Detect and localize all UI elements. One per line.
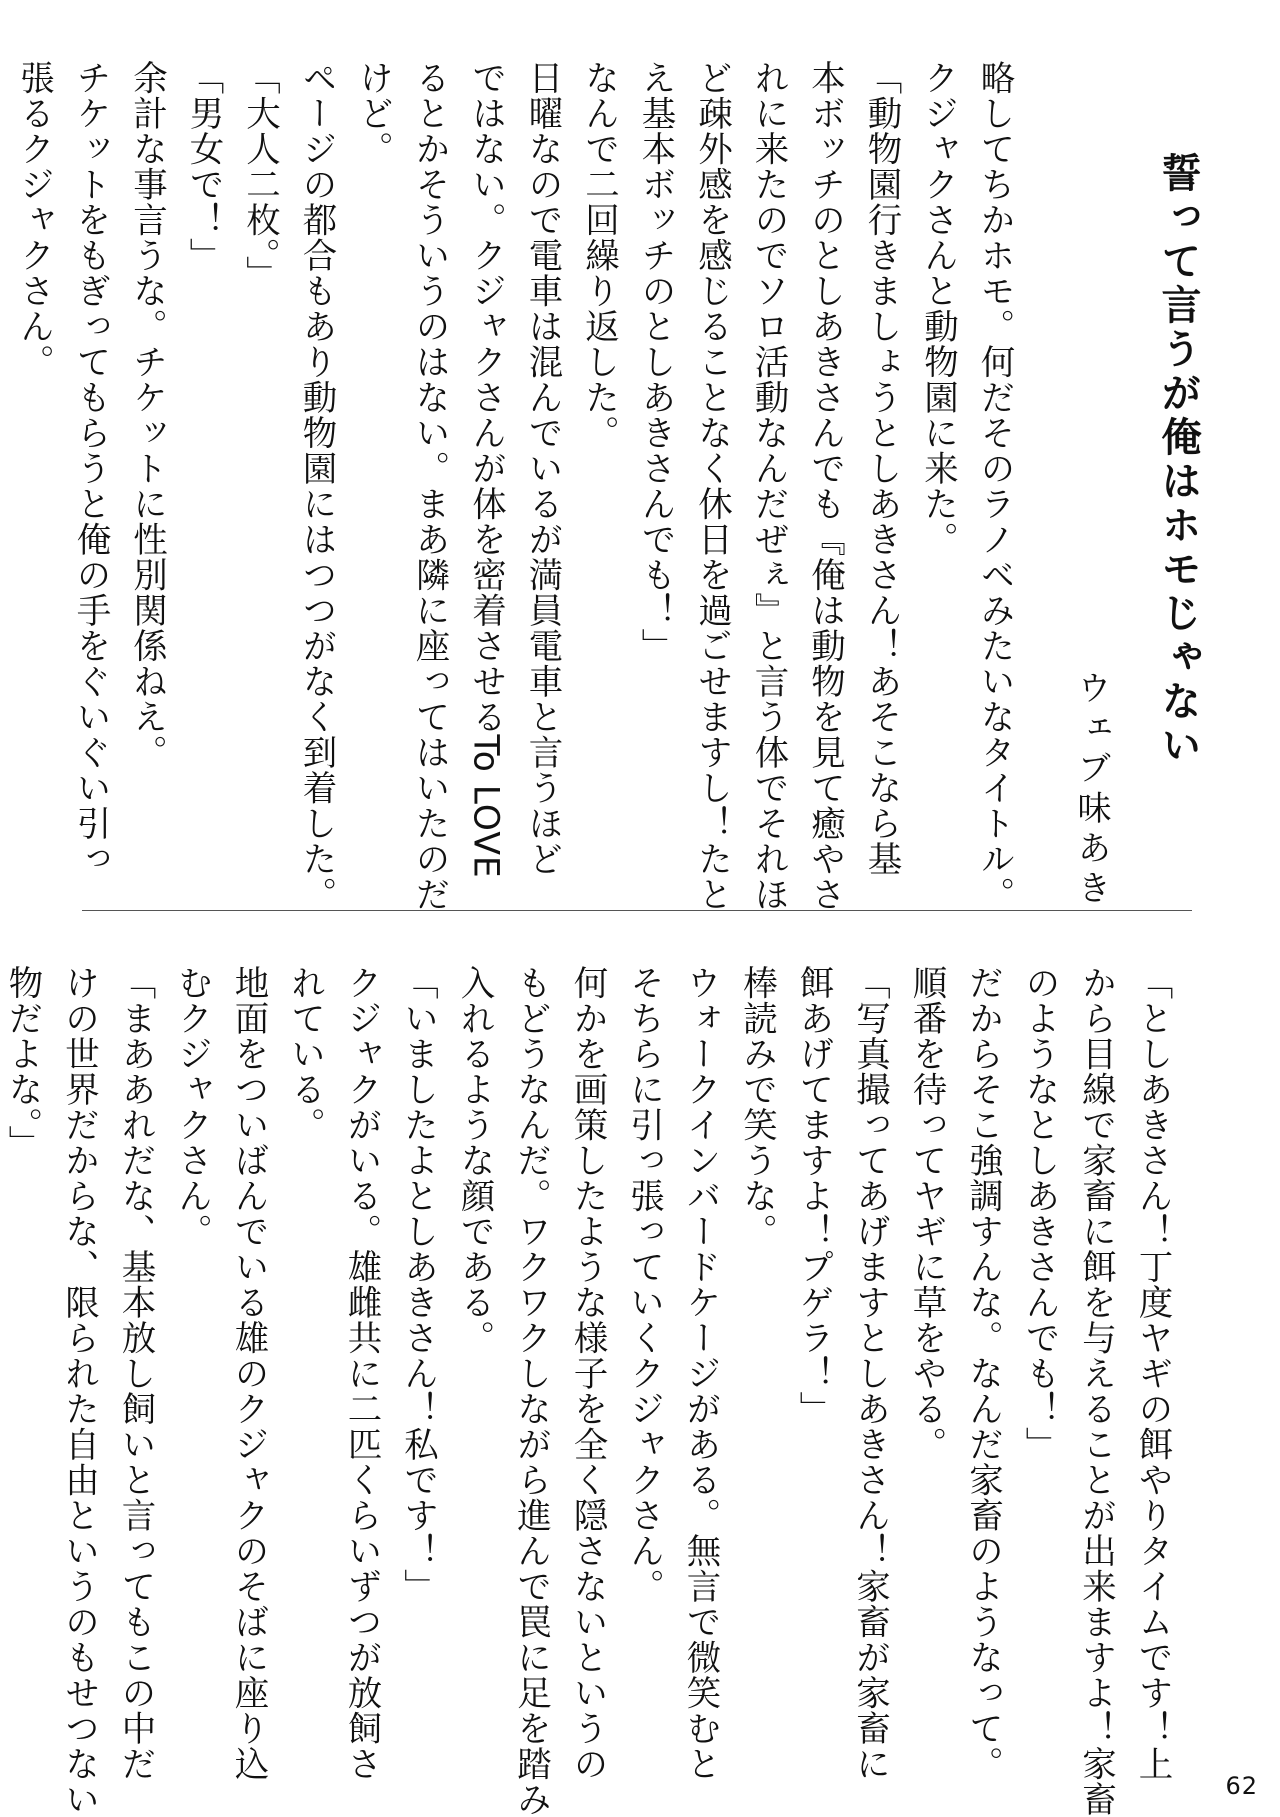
top-text-block bbox=[5, 60, 1022, 912]
text-line: ど疎外感を感じることなく休日を過ごせますし！たと bbox=[691, 60, 732, 912]
text-line: 「動物園行きましょうとしあきさん！あそこなら基 bbox=[861, 60, 901, 877]
text-line: そちらに引っ張っていくクジャクさん。 bbox=[623, 965, 664, 1604]
text-line: 入れるような顔である。 bbox=[454, 965, 494, 1356]
text-line: 順番を待ってヤギに草をやる。 bbox=[906, 965, 946, 1462]
text-line: から目線で家畜に餌を与えることが出来ますよ！家畜 bbox=[1075, 965, 1116, 1817]
story-author: ウェブ味あき bbox=[1071, 670, 1111, 910]
text-line: 「大人二枚。」 bbox=[239, 60, 280, 292]
text-line: 余計な事言うな。チケットに性別関係ねえ。 bbox=[126, 60, 167, 770]
text-line: ウォークインバードケージがある。無言で微笑むと bbox=[680, 965, 720, 1782]
text-line: 物だよな。」 bbox=[2, 965, 42, 1161]
text-line: クジャクさんと動物園に来た。 bbox=[917, 60, 958, 557]
text-line: 「男女で！」 bbox=[183, 60, 223, 273]
text-line: れている。 bbox=[284, 965, 325, 1143]
text-line: クジャクがいる。雄雌共に二匹くらいずつが放飼さ bbox=[341, 965, 381, 1782]
bottom-text-block bbox=[0, 965, 1180, 1817]
text-line: ではない。クジャクさんが体を密着させるTo LOVE bbox=[465, 60, 506, 879]
text-line: 「としあきさん！丁度ヤギの餌やりタイムです！上 bbox=[1132, 965, 1172, 1782]
text-line: 本ボッチのとしあきさんでも『俺は動物を見て癒やさ bbox=[804, 60, 845, 912]
text-line: ページの都合もあり動物園にはつつがなく到着した。 bbox=[296, 60, 336, 912]
text-line: むクジャクさん。 bbox=[171, 965, 212, 1249]
text-line: 「写真撮ってあげますとしあきさん！家畜が家畜に bbox=[849, 965, 890, 1782]
text-line: けの世界だからな、限られた自由というのもせつない bbox=[58, 965, 99, 1817]
text-line: 地面をついばんでいる雄のクジャクのそばに座り込 bbox=[228, 965, 268, 1782]
section-divider bbox=[82, 910, 1192, 911]
text-line: 「まああれだな、基本放し飼いと言ってもこの中だ bbox=[115, 965, 155, 1782]
text-line: 日曜なので電車は混んでいるが満員電車と言うほど bbox=[522, 60, 562, 877]
text-line: のようなとしあきさんでも！」 bbox=[1019, 965, 1059, 1462]
text-line: 略してちかホモ。何だそのラノベみたいなタイトル。 bbox=[974, 60, 1014, 912]
text-line: 餌あげてますよ！プゲラ！」 bbox=[793, 965, 833, 1427]
text-line: だからそこ強調すんな。なんだ家畜のようなって。 bbox=[962, 965, 1003, 1782]
text-line: え基本ボッチのとしあきさんでも！」 bbox=[635, 60, 675, 664]
text-line: チケットをもぎってもらうと俺の手をぐいぐい引っ bbox=[70, 60, 110, 877]
text-line: れに来たのでソロ活動なんだぜぇ』と言う体でそれほ bbox=[748, 60, 788, 912]
text-line: なんで二回繰り返した。 bbox=[578, 60, 619, 451]
text-line: もどうなんだ。ワクワクしながら進んで罠に足を踏み bbox=[510, 965, 551, 1817]
text-line: 張るクジャクさん。 bbox=[13, 60, 54, 380]
text-line: けど。 bbox=[352, 60, 393, 167]
text-line: 棒読みで笑うな。 bbox=[736, 965, 777, 1249]
text-line: るとかそういうのはない。まあ隣に座ってはいたのだ bbox=[409, 60, 449, 912]
text-line: 何かを画策したような様子を全く隠さないというの bbox=[567, 965, 607, 1782]
story-title: 誓って言うが俺はホモじゃない bbox=[1155, 152, 1201, 768]
page-number: 62 bbox=[1225, 1772, 1258, 1800]
text-line: 「いましたよとしあきさん！私です！」 bbox=[397, 965, 438, 1604]
